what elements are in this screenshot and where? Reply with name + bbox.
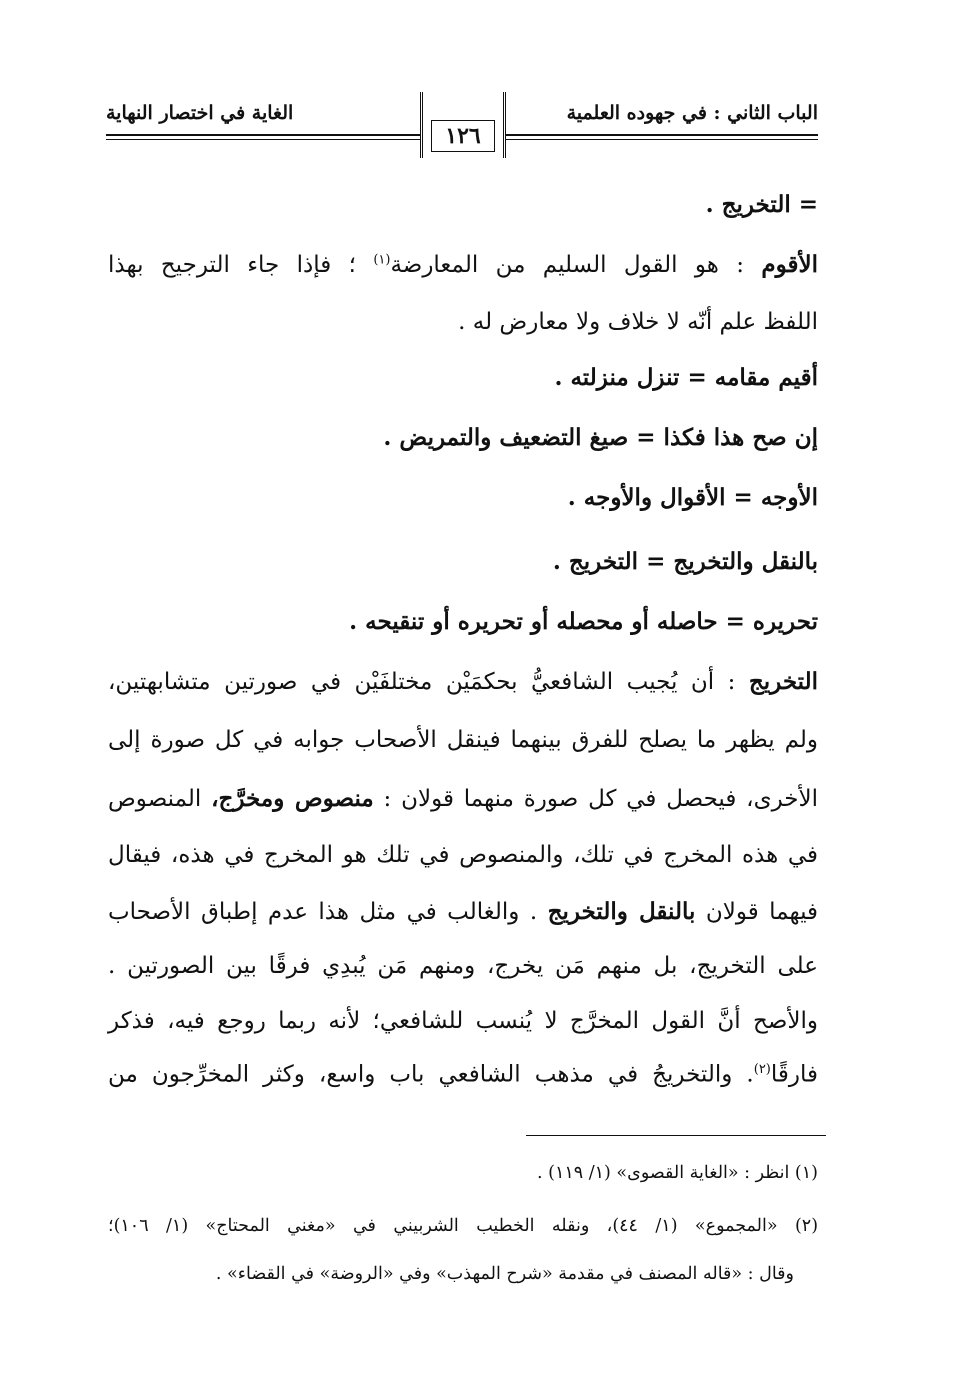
- text-line: التخريج : أن يُجيب الشافعيُّ بحكمَيْن مختلفَيْن في صورتين متشابهتين،: [108, 668, 818, 695]
- text-line: = التخريج .: [705, 191, 818, 218]
- text-line: في هذه المخرج في تلك، والمنصوص في تلك هو المخرج في هذه، فيقال: [108, 842, 818, 868]
- text-line: بالنقل والتخريج = التخريج .: [552, 548, 818, 575]
- footnote-ref: (٢): [753, 1062, 771, 1077]
- text-line: الأقوم : هو القول السليم من المعارضة$^{(١)}$ ؛ فإذا جاء الترجيح بهذا: [108, 251, 819, 278]
- footnote-2-continued: وقال : «قاله المصنف في مقدمة «شرح المهذب» وفي «الروضة» في القضاء» .: [215, 1264, 794, 1284]
- footnote-ref: (١): [373, 252, 391, 268]
- text-line: فيهما قولان بالنقل والتخريج . والغالب في مثل هذا عدم إطباق الأصحاب: [108, 898, 819, 925]
- text-line: إن صح هذا فكذا = صيغ التضعيف والتمريض .: [383, 424, 818, 451]
- text-line: أقيم مقامه = تنزل منزلته .: [554, 364, 818, 391]
- text-line: تحريره = حاصله أو محصله أو تحريره أو تنقيحه .: [349, 608, 818, 635]
- text-line: على التخريج، بل منهم مَن يخرج، ومنهم مَن يُبدِي فرقًا بين الصورتين .: [108, 953, 818, 979]
- text-line: اللفظ علم أنّه لا خلاف ولا معارض له .: [458, 309, 818, 335]
- text-line: الأخرى، فيحصل في كل صورة منهما قولان : منصوص ومخرَّج، المنصوص: [108, 785, 819, 812]
- footnote-1: (١) انظر : «الغاية القصوى» (١/ ١١٩) .: [537, 1163, 818, 1183]
- text-line: فارقًا$^{(٢)}$. والتخريجُ في مذهب الشافعي باب واسع، وكثر المخرِّجون من: [108, 1061, 818, 1088]
- footnote-2: (٢) «المجموع» (١/ ٤٤)، ونقله الخطيب الشربيني في «مغني المحتاج» (١/ ١٠٦)؛: [108, 1216, 819, 1236]
- page-number-frame: [420, 92, 506, 158]
- text-line: ولم يظهر ما يصلح للفرق بينهما فينقل الأصحاب جوابه في كل صورة إلى: [108, 727, 818, 753]
- page-number: ١٢٦: [431, 120, 495, 152]
- term-heading: الأقوم: [761, 251, 819, 278]
- book-title: الغاية في اختصار النهاية: [106, 102, 294, 124]
- text-line: والأصح أنَّ القول المخرَّج لا يُنسب للشافعي؛ لأنه ربما روجع فيه، فذكر: [108, 1008, 818, 1034]
- running-header: [106, 92, 818, 164]
- footnote-separator: [526, 1135, 826, 1136]
- text-line: الأوجه = الأقوال والأوجه .: [567, 484, 818, 511]
- chapter-title: الباب الثاني : في جهوده العلمية: [566, 102, 818, 124]
- term-heading: التخريج: [748, 668, 818, 695]
